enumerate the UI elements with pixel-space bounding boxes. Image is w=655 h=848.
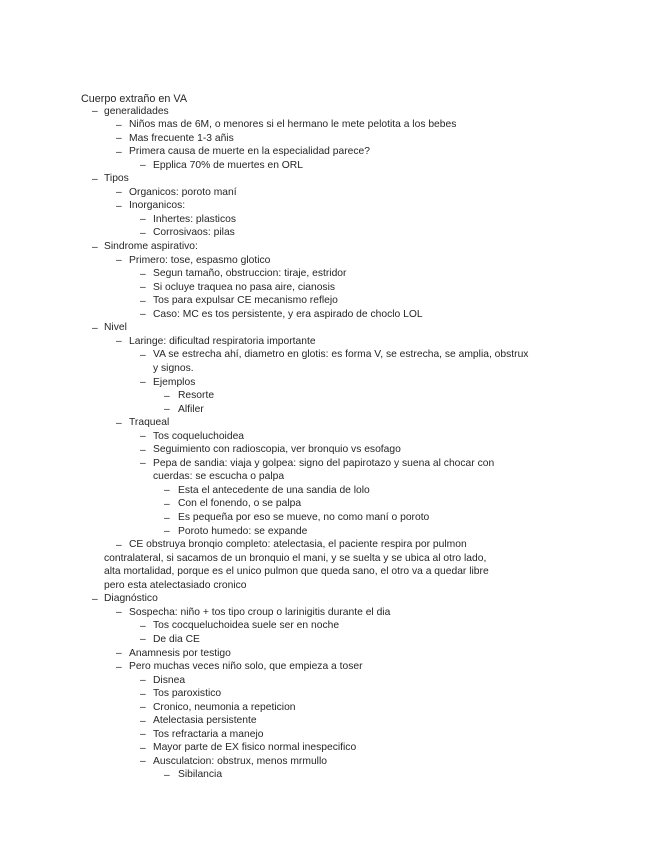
outline-item-level-2: contralateral, si sacamos de un bronquio el mani, y se suelta y se ubica al otro lado,	[104, 552, 487, 564]
bullet-dash: –	[140, 268, 146, 280]
bullet-dash: –	[140, 729, 146, 741]
outline-item-level-3: Si ocluye traquea no pasa aire, cianosis	[153, 281, 336, 293]
outline-item-level-4: Poroto humedo: se expande	[178, 525, 308, 537]
bullet-dash: –	[140, 349, 146, 361]
outline-item-level-3: y signos.	[153, 362, 194, 374]
bullet-dash: –	[116, 146, 122, 158]
outline-item-level-3: Mayor parte de EX fisico normal inespecifico	[153, 742, 357, 754]
bullet-dash: –	[92, 173, 98, 185]
outline-item-level-2: Niños mas de 6M, o menores si el hermano le mete pelotita a los bebes	[129, 119, 457, 131]
bullet-dash: –	[116, 133, 122, 145]
bullet-dash: –	[92, 322, 98, 334]
bullet-dash: –	[140, 295, 146, 307]
bullet-dash: –	[116, 119, 122, 131]
bullet-dash: –	[116, 539, 122, 551]
outline-item-level-3: Inhertes: plasticos	[153, 213, 236, 225]
outline-item-level-4: Resorte	[178, 390, 215, 402]
bullet-dash: –	[164, 769, 170, 781]
outline-item-level-1: Sindrome aspirativo:	[104, 241, 198, 252]
outline-item-level-3: Segun tamaño, obstruccion: tiraje, estridor	[153, 268, 347, 280]
bullet-dash: –	[140, 444, 146, 456]
bullet-dash: –	[116, 648, 122, 659]
outline-item-level-2: Sospecha: niño + tos tipo croup o larinigitis durante el dia	[129, 606, 391, 618]
outline-item-level-3: Cronico, neumonia a repeticion	[153, 701, 296, 713]
outline-item-level-3: Caso: MC es tos persistente, y era aspirado de choclo LOL	[153, 308, 423, 320]
outline-item-level-4: Esta el antecedente de una sandia de lolo	[178, 484, 370, 496]
bullet-dash: –	[140, 458, 146, 470]
outline-item-level-2: Primera causa de muerte en la especialidad parece?	[129, 146, 370, 158]
bullet-dash: –	[116, 200, 122, 212]
outline-item-level-1: Diagnóstico	[104, 593, 158, 605]
bullet-dash: –	[116, 187, 122, 199]
outline-item-level-2: Inorganicos:	[129, 200, 186, 212]
outline-item-level-1: generalidades	[104, 105, 169, 117]
bullet-dash: –	[116, 607, 122, 619]
bullet-dash: –	[92, 241, 98, 253]
outline-item-level-4: Alfiler	[178, 403, 204, 415]
bullet-dash: –	[140, 160, 146, 172]
bullet-dash: –	[140, 227, 146, 239]
outline-item-level-3: cuerdas: se escucha o palpa	[153, 471, 285, 483]
bullet-dash: –	[164, 404, 170, 416]
bullet-dash: –	[140, 431, 146, 443]
outline-item-level-2: pero esta atelectasiado cronico	[104, 579, 247, 591]
outline-item-level-3: Tos paroxistico	[153, 688, 222, 700]
outline-item-level-1: Nivel	[104, 322, 127, 334]
outline-item-level-2: Mas frecuente 1-3 añis	[129, 132, 234, 144]
bullet-dash: –	[116, 336, 122, 348]
outline-item-level-3: Tos coqueluchoidea	[153, 430, 245, 442]
outline-item-level-3: Atelectasia persistente	[153, 715, 257, 727]
bullet-dash: –	[164, 526, 170, 538]
bullet-dash: –	[116, 255, 122, 267]
outline-item-level-3: De dia CE	[153, 633, 200, 645]
bullet-dash: –	[116, 417, 122, 429]
bullet-dash: –	[140, 620, 146, 632]
outline-item-level-4: Con el fonendo, o se palpa	[178, 498, 302, 510]
bullet-dash: –	[92, 106, 98, 117]
outline-item-level-3: Tos refractaria a manejo	[153, 728, 264, 740]
outline-item-level-3: VA se estrecha ahí, diametro en glotis: es forma V, se estrecha, se amplia, obstrux	[153, 349, 529, 361]
outline-item-level-2: CE obstruya bronqio completo: atelectasia, el paciente respira por pulmon	[129, 539, 467, 551]
outline-item-level-3: Ausculatcion: obstrux, menos mrmullo	[153, 755, 327, 767]
bullet-dash: –	[164, 512, 170, 524]
bullet-dash: –	[140, 282, 146, 294]
bullet-dash: –	[164, 390, 170, 402]
outline-item-level-3: Pepa de sandia: viaja y golpea: signo del papirotazo y suena al chocar con	[153, 457, 495, 469]
outline-item-level-2: Primero: tose, espasmo glotico	[129, 254, 271, 266]
bullet-dash: –	[140, 634, 146, 646]
outline-item-level-4: Es pequeña por eso se mueve, no como maní o poroto	[178, 512, 430, 523]
outline-item-level-2: Traqueal	[129, 417, 170, 429]
outline-item-level-2: Pero muchas veces niño solo, que empieza a toser	[129, 661, 363, 673]
bullet-dash: –	[140, 377, 146, 388]
bullet-dash: –	[140, 702, 146, 714]
bullet-dash: –	[164, 485, 170, 497]
bullet-dash: –	[140, 742, 146, 754]
outline-item-level-4: Sibilancia	[178, 769, 223, 781]
outline-item-level-3: Disnea	[153, 674, 186, 686]
outline-item-level-2: Anamnesis por testigo	[129, 647, 231, 659]
outline-item-level-3: Ejemplos	[153, 376, 196, 388]
outline-item-level-2: Organicos: poroto maní	[129, 186, 237, 198]
bullet-dash: –	[164, 498, 170, 510]
bullet-dash: –	[92, 593, 98, 605]
outline-item-level-2: alta mortalidad, porque es el unico pulmon que queda sano, el otro va a quedar libre	[104, 566, 489, 578]
bullet-dash: –	[140, 309, 146, 321]
outline-item-level-1: Tipos	[104, 173, 129, 185]
outline-item-level-3: Seguimiento con radioscopia, ver bronquio vs esofago	[153, 444, 401, 456]
bullet-dash: –	[140, 214, 146, 226]
outline-item-level-2: Laringe: dificultad respiratoria importante	[129, 335, 316, 347]
bullet-dash: –	[140, 715, 146, 727]
outline-item-level-3: Epplica 70% de muertes en ORL	[153, 159, 303, 171]
outline-item-level-3: Tos cocqueluchoidea suele ser en noche	[153, 620, 340, 632]
bullet-dash: –	[116, 661, 122, 673]
bullet-dash: –	[140, 688, 146, 700]
outline-item-level-3: Tos para expulsar CE mecanismo reflejo	[153, 295, 338, 307]
bullet-dash: –	[140, 675, 146, 687]
bullet-dash: –	[140, 756, 146, 768]
document-title: Cuerpo extraño en VA	[81, 93, 188, 105]
outline-item-level-3: Corrosivaos: pilas	[153, 227, 235, 239]
